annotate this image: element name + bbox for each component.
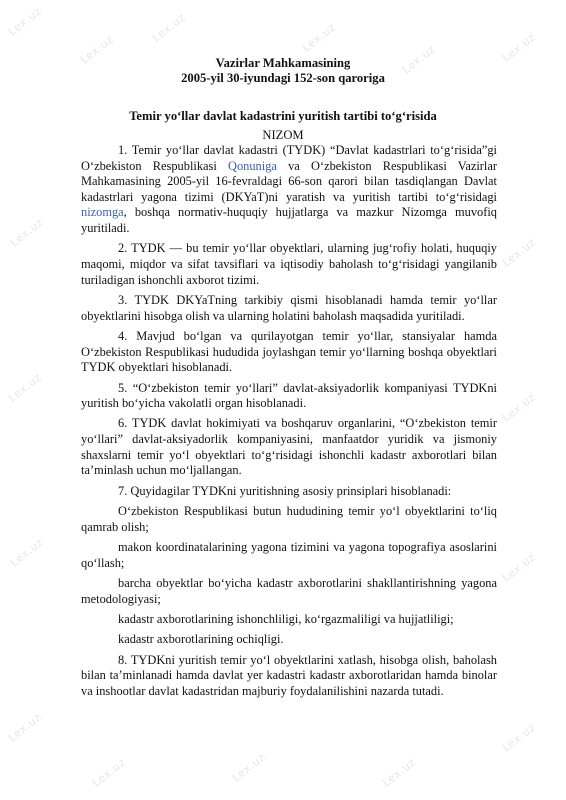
law-link[interactable]: Qonuniga (228, 158, 277, 173)
watermark: Lex.uz (499, 390, 539, 425)
header-line-1: Vazirlar Mahkamasining (215, 56, 351, 70)
principle-item-3: barcha obyektlar bo‘yicha kadastr axborotlarini shakllantirishning yagona metodologiyasi; (81, 576, 497, 606)
watermark: Lex.uz (499, 720, 539, 755)
watermark: Lex.uz (7, 535, 47, 570)
watermark: Lex.uz (299, 20, 339, 55)
watermark: Lex.uz (5, 710, 45, 745)
paragraph-4: 4. Mavjud bo‘lgan va qurilayotgan temir yo‘llar, stansiyalar hamda O‘zbekiston Respublikasi hududida joylashgan temir yo‘llarning boshqa obyektlari TYDK obyektlari hisoblanadi. (81, 328, 497, 375)
document-subtitle: NIZOM (262, 128, 304, 142)
watermark: Lex.uz (77, 32, 117, 67)
header-line-2: 2005-yil 30-iyundagi 152-son qaroriga (181, 70, 385, 85)
paragraph-8: 8. TYDKni yuritish temir yo‘l obyektlarini xatlash, hisobga olish, baholash bilan ta’minlanadi hamda davlat yer kadastri kadastr axborotlaridan hamda binolar va inshootlar davlat kadastridan majburiy foydalanilishini nazarda tutadi. (81, 652, 497, 698)
watermark: Lex.uz (5, 4, 45, 39)
principle-item-5: kadastr axborotlarining ochiqligi. (118, 632, 284, 647)
watermark: Lex.uz (379, 755, 419, 790)
paragraph-5: 5. “O‘zbekiston temir yo‘llari” davlat-aksiyadorlik kompaniyasi TYDKni yuritish bo‘yicha vakolatli organ hisoblanadi. (81, 380, 497, 411)
watermark: Lex.uz (229, 750, 269, 785)
paragraph-1-text-b: va O‘zbekiston Respublikasi Vazirlar Mahkamasining 2005-yil 16-fevraldagi 66-son qarori bilan tasdiqlangan Davlat kadastrlari yagona tizimi (DKYaT)ni yaratish va yuritish tartibi to‘g‘risidagi (81, 158, 497, 204)
paragraph-6: 6. TYDK davlat hokimiyati va boshqaruv organlarini, “O‘zbekiston temir yo‘llari” davlat-aksiyadorlik kompaniyasini, manfaatdor yuridik va jismoniy shaxslarni temir yo‘l obyektlari to‘g‘risidagi ishonchli kadastr axborotlari bilan ta’minlash uchun mo‘ljallangan. (81, 416, 497, 478)
paragraph-7: 7. Quyidagilar TYDKni yuritishning asosiy prinsiplari hisoblanadi: (118, 483, 452, 498)
paragraph-2: 2. TYDK — bu temir yo‘llar obyektlari, ularning jug‘rofiy holati, huquqiy maqomi, miqdor va sifat tavsiflari va iqtisodiy baholash to‘g‘risidagi yangilanib turiladigan ishonchli axborot tizimi. (81, 241, 497, 287)
watermark: Lex.uz (499, 550, 539, 585)
principle-item-4: kadastr axborotlarining ishonchliligi, ko‘rgazmaliligi va hujjatliligi; (118, 612, 454, 626)
watermark: Lex.uz (499, 235, 539, 270)
paragraph-3: 3. TYDK DKYaTning tarkibiy qismi hisoblanadi hamda temir yo‘llar obyektlarini hisobga olish va ularning holatini baholash maqsadida yuritiladi. (81, 292, 497, 323)
watermark: Lex.uz (149, 10, 189, 45)
regulation-link[interactable]: nizomga (81, 205, 124, 220)
watermark: Lex.uz (499, 30, 539, 65)
document-title: Temir yo‘llar davlat kadastrini yuritish tartibi to‘g‘risida (129, 109, 437, 123)
principle-item-2: makon koordinatalarining yagona tizimini va yagona topografiya asoslarini qo‘llash; (81, 540, 497, 570)
watermark: Lex.uz (89, 755, 129, 790)
principle-item-1: O‘zbekiston Respublikasi butun hududining temir yo‘l obyektlarini to‘liq qamrab olish; (81, 504, 497, 534)
paragraph-1-text-c: , boshqa normativ-huquqiy hujjatlarga va mazkur Nizomga muvofiq yuritiladi. (81, 205, 497, 235)
watermark: Lex.uz (5, 370, 45, 405)
paragraph-1 (81, 143, 497, 237)
watermark: Lex.uz (399, 42, 439, 77)
watermark: Lex.uz (7, 215, 47, 250)
document-header (0, 56, 566, 85)
paragraph-1-text-a: 1. Temir yo‘llar davlat kadastri (TYDK) “Davlat kadastrlari to‘g‘risida”gi O‘zbekiston Respublikasi (81, 143, 497, 173)
document-body (81, 143, 497, 700)
